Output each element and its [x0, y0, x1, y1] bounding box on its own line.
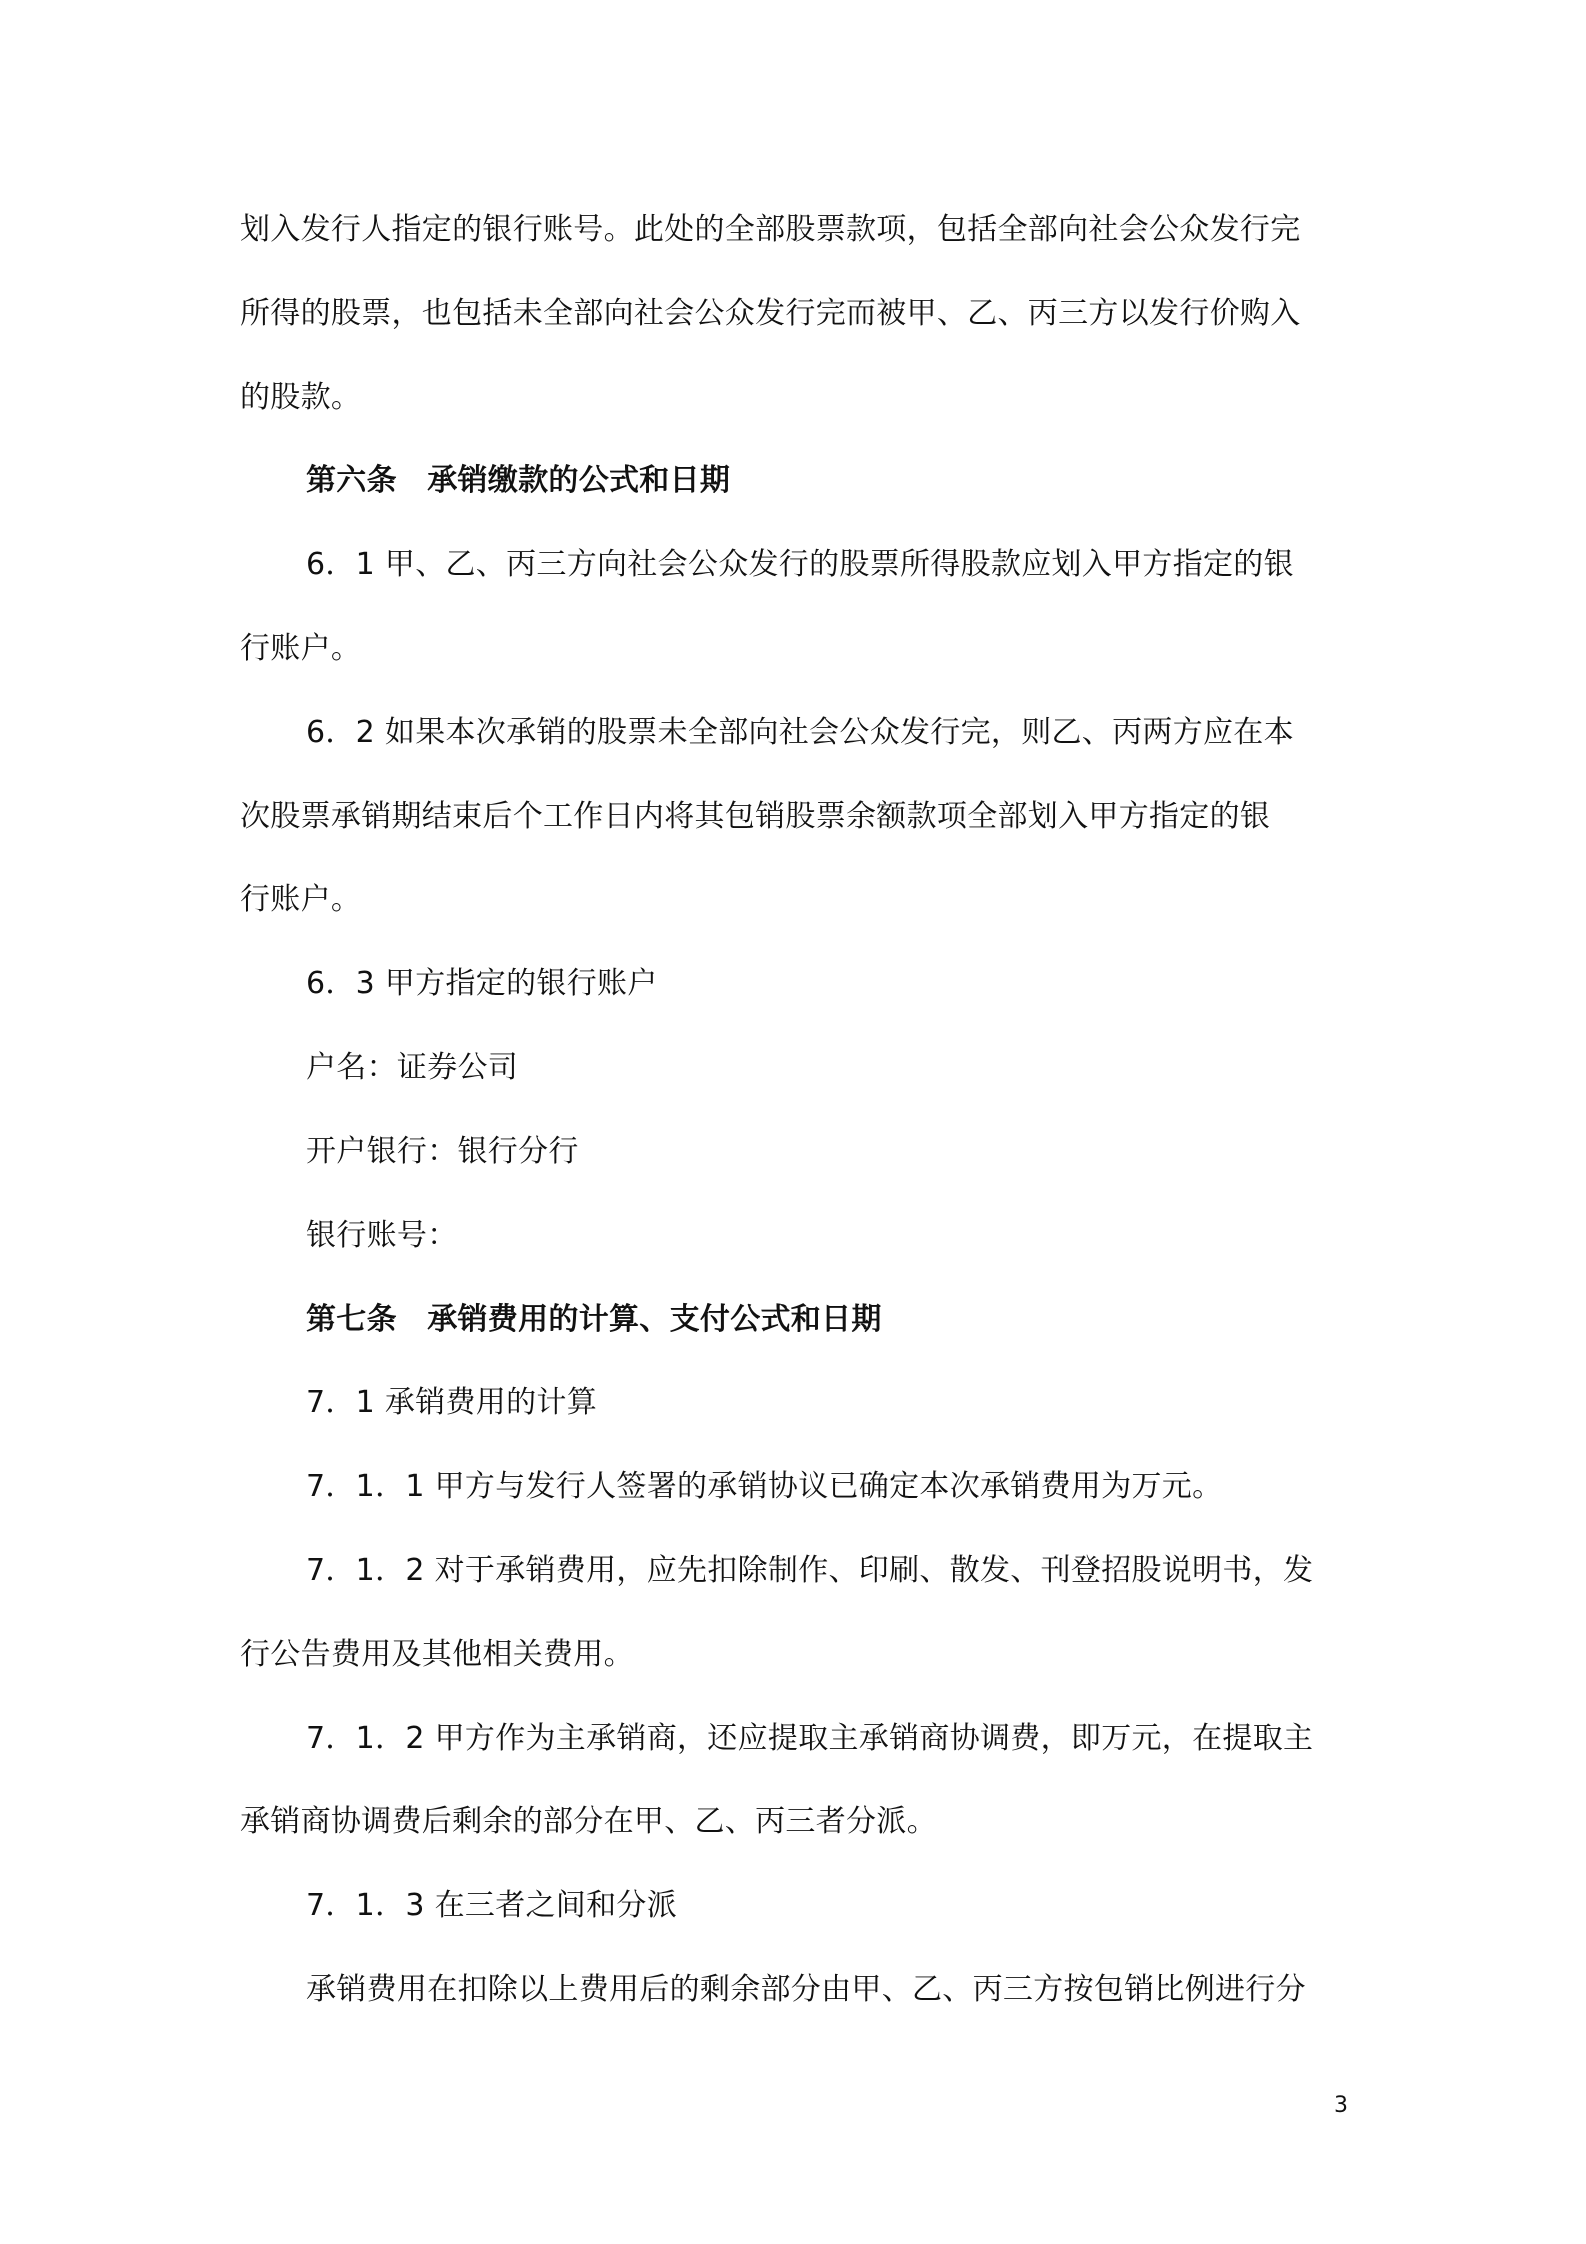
body-text-line: 承销商协调费后剩余的部分在甲、乙、丙三者分派。 [240, 1804, 937, 1839]
page-number: 3 [1334, 2093, 1348, 2118]
clause-text-line: 7．1．2 对于承销费用，应先扣除制作、印刷、散发、刊登招股说明书，发 [306, 1553, 1314, 1588]
clause-text-line: 7．1．2 甲方作为主承销商，还应提取主承销商协调费，即万元，在提取主 [306, 1721, 1314, 1756]
clause-text-line: 6．3 甲方指定的银行账户 [306, 966, 658, 1001]
body-text-line: 次股票承销期结束后个工作日内将其包销股票余额款项全部划入甲方指定的银 [240, 799, 1271, 834]
clause-text-line: 7．1．3 在三者之间和分派 [306, 1888, 677, 1923]
clause-text-line: 6．1 甲、乙、丙三方向社会公众发行的股票所得股款应划入甲方指定的银 [306, 547, 1294, 582]
body-text-line: 划入发行人指定的银行账号。此处的全部股票款项，包括全部向社会公众发行完 [240, 212, 1301, 247]
clause-text-line: 7．1．1 甲方与发行人签署的承销协议已确定本次承销费用为万元。 [306, 1469, 1223, 1504]
clause-text-line: 6．2 如果本次承销的股票未全部向社会公众发行完，则乙、丙两方应在本 [306, 715, 1294, 750]
body-text-line: 所得的股票，也包括未全部向社会公众发行完而被甲、乙、丙三方以发行价购入 [240, 296, 1301, 331]
article-heading: 第七条 承销费用的计算、支付公式和日期 [306, 1302, 882, 1337]
body-text-line: 行公告费用及其他相关费用。 [240, 1637, 634, 1672]
clause-text-line: 7．1 承销费用的计算 [306, 1385, 598, 1420]
account-name-line: 户名：证券公司 [306, 1050, 519, 1085]
body-text-line: 行账户。 [240, 882, 362, 917]
opening-bank-line: 开户银行：银行分行 [306, 1134, 579, 1169]
bank-account-line: 银行账号： [306, 1218, 458, 1253]
body-text-line: 承销费用在扣除以上费用后的剩余部分由甲、乙、丙三方按包销比例进行分 [306, 1972, 1306, 2007]
body-text-line: 的股款。 [240, 380, 362, 415]
body-text-line: 行账户。 [240, 631, 362, 666]
article-heading: 第六条 承销缴款的公式和日期 [306, 463, 731, 498]
